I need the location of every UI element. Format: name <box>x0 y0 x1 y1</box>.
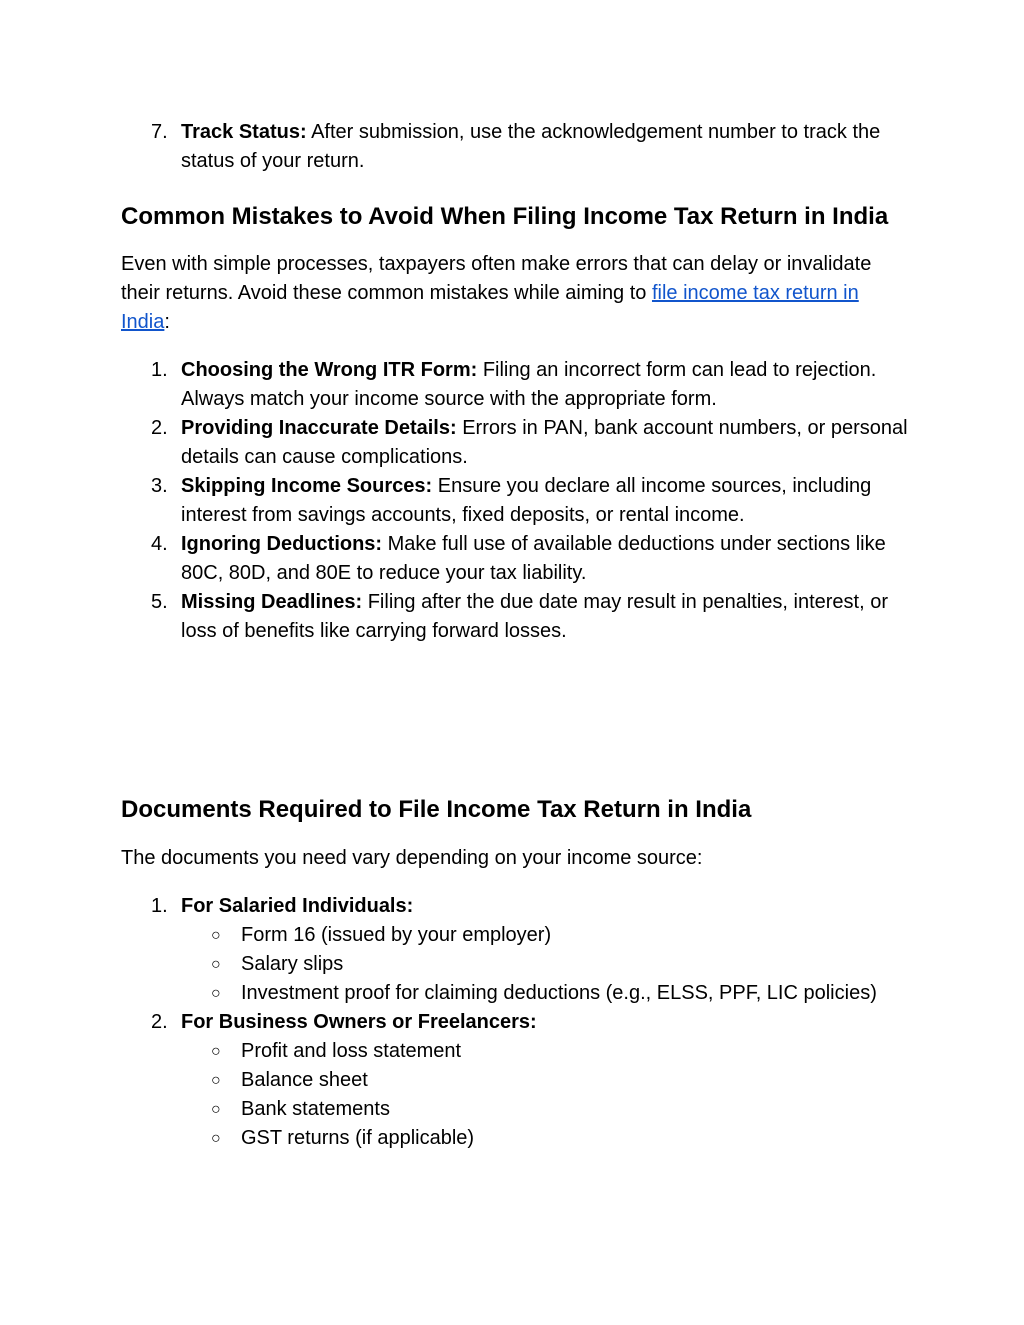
list-item-title: Providing Inaccurate Details: <box>181 417 457 439</box>
list-item <box>121 588 911 646</box>
mistakes-intro-end: : <box>164 311 170 333</box>
list-number: 5. <box>151 591 168 613</box>
sub-list-item <box>121 1124 911 1153</box>
list-item-title: Missing Deadlines: <box>181 591 363 613</box>
list-item-title: For Salaried Individuals: <box>181 895 414 917</box>
hollow-circle-bullet-icon: ○ <box>211 1072 221 1089</box>
mistakes-list <box>121 356 911 646</box>
sub-list-item-text: Profit and loss statement <box>241 1040 462 1062</box>
sub-list-item <box>121 1095 911 1124</box>
file-income-tax-link[interactable]: file income tax return in India <box>121 282 859 333</box>
hollow-circle-bullet-icon: ○ <box>211 956 221 973</box>
list-item-title: Skipping Income Sources: <box>181 475 433 497</box>
mistakes-intro <box>121 250 911 337</box>
list-item <box>121 472 911 530</box>
mistakes-intro-text: Even with simple processes, taxpayers often make errors that can delay or invalidate their returns. Avoid these common mistakes while aiming to <box>121 253 872 304</box>
list-number: 1. <box>151 359 168 381</box>
list-number: 2. <box>151 1011 168 1033</box>
list-item-title: Track Status: <box>181 121 307 143</box>
list-number: 2. <box>151 417 168 439</box>
list-item <box>121 414 911 472</box>
sub-list-item <box>121 950 911 979</box>
sub-list-item <box>121 979 911 1008</box>
hollow-circle-bullet-icon: ○ <box>211 1101 221 1118</box>
list-item <box>121 118 911 176</box>
list-item-text: After submission, use the acknowledgement number to track the status of your return. <box>181 121 881 172</box>
list-item-text: Errors in PAN, bank account numbers, or personal details can cause complications. <box>181 417 908 468</box>
sub-list-item <box>121 1066 911 1095</box>
list-item-text: Ensure you declare all income sources, including interest from savings accounts, fixed deposits, or rental income. <box>181 475 872 526</box>
sub-list-item-text: GST returns (if applicable) <box>241 1127 475 1149</box>
sub-list-item-text: Bank statements <box>241 1098 390 1120</box>
list-number: 3. <box>151 475 168 497</box>
mistakes-heading: Common Mistakes to Avoid When Filing Income Tax Return in India <box>121 203 889 230</box>
list-item <box>121 530 911 588</box>
list-item-text: Filing after the due date may result in penalties, interest, or loss of benefits like carrying forward losses. <box>181 591 888 642</box>
hollow-circle-bullet-icon: ○ <box>211 985 221 1002</box>
hollow-circle-bullet-icon: ○ <box>211 1043 221 1060</box>
hollow-circle-bullet-icon: ○ <box>211 1130 221 1147</box>
sub-list-item <box>121 921 911 950</box>
list-item-text: Filing an incorrect form can lead to rejection. Always match your income source with the appropriate form. <box>181 359 877 410</box>
list-number: 4. <box>151 533 168 555</box>
business-documents-list <box>121 1037 911 1153</box>
list-item <box>121 1008 911 1153</box>
list-number: 1. <box>151 895 168 917</box>
list-number: 7. <box>151 121 168 143</box>
documents-list <box>121 892 911 1153</box>
list-item-title: For Business Owners or Freelancers: <box>181 1011 537 1033</box>
list-item-title: Ignoring Deductions: <box>181 533 383 555</box>
sub-list-item-text: Form 16 (issued by your employer) <box>241 924 552 946</box>
document-page <box>121 118 911 1153</box>
sub-list-item-text: Balance sheet <box>241 1069 368 1091</box>
list-item-title: Choosing the Wrong ITR Form: <box>181 359 478 381</box>
sub-list-item <box>121 1037 911 1066</box>
hollow-circle-bullet-icon: ○ <box>211 927 221 944</box>
salaried-documents-list <box>121 921 911 1008</box>
list-item <box>121 356 911 414</box>
documents-heading: Documents Required to File Income Tax Return in India <box>121 796 752 823</box>
list-item <box>121 892 911 1008</box>
documents-intro: The documents you need vary depending on your income source: <box>121 847 703 869</box>
sub-list-item-text: Salary slips <box>241 953 344 975</box>
steps-list <box>121 118 911 176</box>
list-item-text: Make full use of available deductions under sections like 80C, 80D, and 80E to reduce your tax liability. <box>181 533 886 584</box>
sub-list-item-text: Investment proof for claiming deductions (e.g., ELSS, PPF, LIC policies) <box>241 982 877 1004</box>
